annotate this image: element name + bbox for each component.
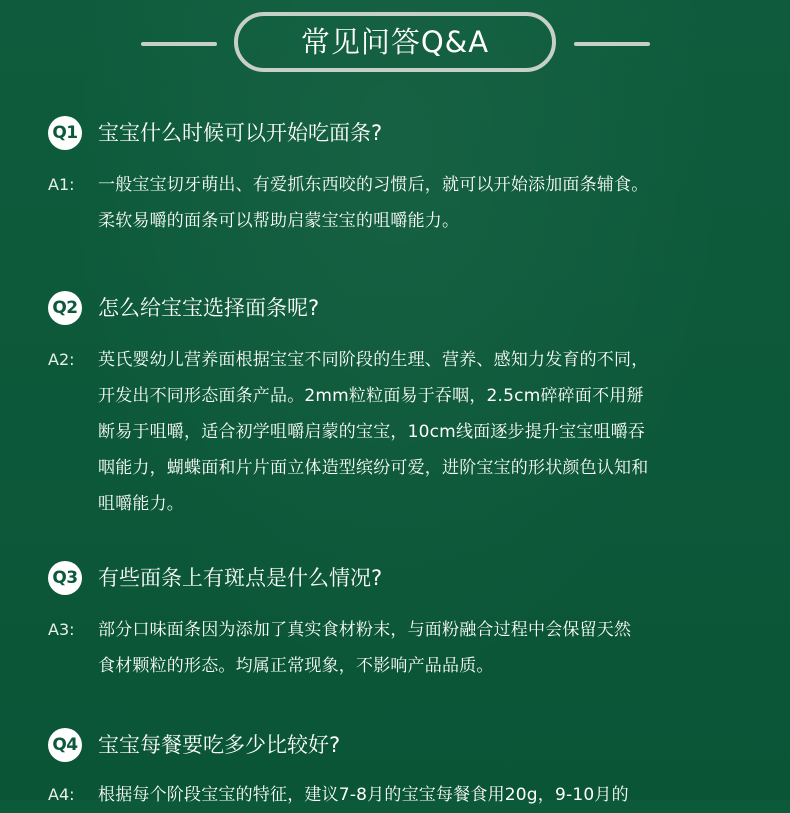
answer-text bbox=[98, 342, 758, 522]
answer-label: A4: bbox=[48, 785, 75, 804]
answer-label: A1: bbox=[48, 175, 75, 194]
answer-line: 断易于咀嚼，适合初学咀嚼启蒙的宝宝，10cm线面逐步提升宝宝咀嚼吞 bbox=[98, 422, 646, 442]
answer-line: 柔软易嚼的面条可以帮助启蒙宝宝的咀嚼能力。 bbox=[98, 211, 460, 231]
answer-label: A2: bbox=[48, 350, 75, 369]
header-divider-right bbox=[574, 42, 650, 46]
question-badge: Q1 bbox=[48, 116, 82, 150]
answer-line: 开发出不同形态面条产品。2mm粒粒面易于吞咽，2.5cm碎碎面不用掰 bbox=[98, 386, 644, 406]
answer-text bbox=[98, 167, 758, 239]
question-text: 怎么给宝宝选择面条呢? bbox=[98, 296, 320, 320]
answer-text bbox=[98, 612, 758, 684]
answer-line: 食材颗粒的形态。均属正常现象，不影响产品品质。 bbox=[98, 656, 494, 676]
section-header bbox=[0, 8, 790, 78]
question-badge: Q4 bbox=[48, 728, 82, 762]
question-text: 宝宝什么时候可以开始吃面条? bbox=[98, 121, 383, 145]
question-text: 宝宝每餐要吃多少比较好? bbox=[98, 733, 341, 757]
answer-line: 咀嚼能力。 bbox=[98, 494, 184, 514]
answer-line: 根据每个阶段宝宝的特征，建议7-8月的宝宝每餐食用20g，9-10月的 bbox=[98, 785, 629, 805]
answer-line: 英氏婴幼儿营养面根据宝宝不同阶段的生理、营养、感知力发育的不同， bbox=[98, 350, 649, 370]
header-divider-left bbox=[141, 42, 217, 46]
answer-line: 一般宝宝切牙萌出、有爱抓东西咬的习惯后，就可以开始添加面条辅食。 bbox=[98, 175, 649, 195]
question-badge: Q2 bbox=[48, 291, 82, 325]
question-badge: Q3 bbox=[48, 561, 82, 595]
answer-text bbox=[98, 777, 758, 813]
answer-label: A3: bbox=[48, 620, 75, 639]
answer-line: 咽能力，蝴蝶面和片片面立体造型缤纷可爱，进阶宝宝的形状颜色认知和 bbox=[98, 458, 649, 478]
page-title: 常见问答Q&A bbox=[300, 25, 490, 59]
answer-line: 部分口味面条因为添加了真实食材粉末，与面粉融合过程中会保留天然 bbox=[98, 620, 632, 640]
question-text: 有些面条上有斑点是什么情况? bbox=[98, 566, 383, 590]
